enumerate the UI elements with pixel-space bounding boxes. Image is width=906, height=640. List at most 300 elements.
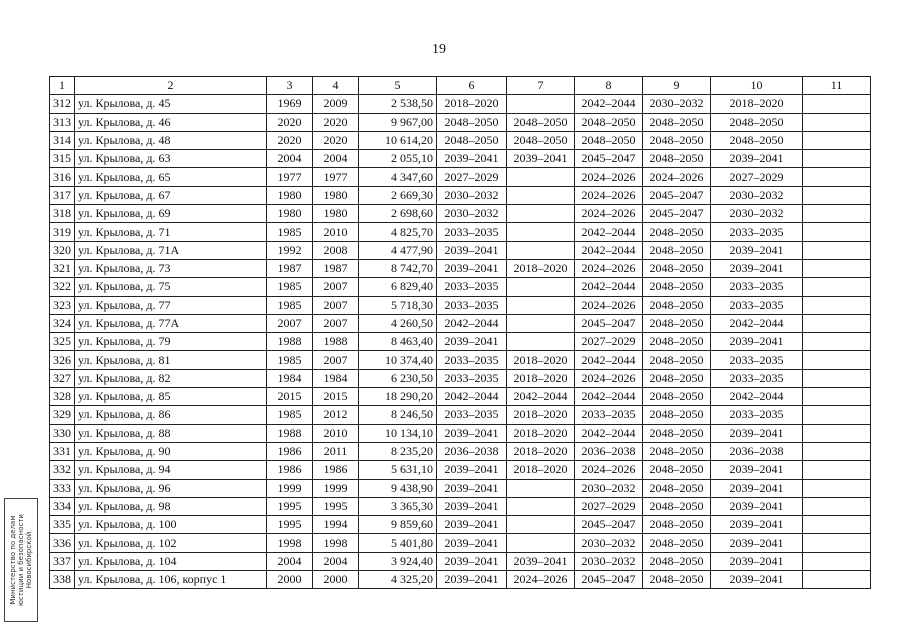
cell-notes <box>803 497 871 515</box>
cell-period-10: 2033–2035 <box>711 296 803 314</box>
cell-period-9: 2024–2026 <box>643 168 711 186</box>
cell-notes <box>803 461 871 479</box>
cell-period-9: 2048–2050 <box>643 333 711 351</box>
cell-period-10: 2042–2044 <box>711 388 803 406</box>
cell-period-8: 2024–2026 <box>575 461 643 479</box>
cell-reconstruction-year: 2000 <box>313 571 359 589</box>
cell-area: 5 401,80 <box>359 534 437 552</box>
cell-period-6: 2039–2041 <box>437 150 507 168</box>
stamp-line: юстиции и безопасности <box>17 514 26 606</box>
cell-notes <box>803 168 871 186</box>
cell-period-7 <box>507 186 575 204</box>
cell-notes <box>803 369 871 387</box>
cell-period-6: 2036–2038 <box>437 442 507 460</box>
cell-area: 4 825,70 <box>359 223 437 241</box>
cell-address: ул. Крылова, д. 71 <box>75 223 267 241</box>
cell-period-8: 2024–2026 <box>575 168 643 186</box>
cell-period-7: 2018–2020 <box>507 442 575 460</box>
cell-period-8: 2045–2047 <box>575 516 643 534</box>
cell-notes <box>803 388 871 406</box>
cell-build-year: 2004 <box>267 150 313 168</box>
cell-period-10: 2039–2041 <box>711 150 803 168</box>
cell-period-7 <box>507 223 575 241</box>
cell-notes <box>803 113 871 131</box>
cell-area: 2 698,60 <box>359 205 437 223</box>
cell-build-year: 2007 <box>267 314 313 332</box>
cell-row-number: 318 <box>50 205 75 223</box>
cell-period-9: 2048–2050 <box>643 534 711 552</box>
cell-address: ул. Крылова, д. 82 <box>75 369 267 387</box>
cell-reconstruction-year: 2020 <box>313 131 359 149</box>
cell-row-number: 330 <box>50 424 75 442</box>
table-row <box>50 333 871 351</box>
cell-period-8: 2045–2047 <box>575 571 643 589</box>
cell-notes <box>803 351 871 369</box>
cell-period-8: 2036–2038 <box>575 442 643 460</box>
stamp-line: Новосибирской <box>25 531 34 589</box>
cell-period-10: 2036–2038 <box>711 442 803 460</box>
table-row <box>50 95 871 113</box>
cell-build-year: 2004 <box>267 552 313 570</box>
cell-period-10: 2039–2041 <box>711 497 803 515</box>
cell-area: 6 230,50 <box>359 369 437 387</box>
cell-notes <box>803 278 871 296</box>
cell-period-7: 2018–2020 <box>507 424 575 442</box>
cell-build-year: 1998 <box>267 534 313 552</box>
cell-address: ул. Крылова, д. 77 <box>75 296 267 314</box>
cell-notes <box>803 516 871 534</box>
table-row <box>50 150 871 168</box>
cell-period-9: 2048–2050 <box>643 497 711 515</box>
table-row <box>50 278 871 296</box>
column-header-1: 1 <box>50 77 75 95</box>
cell-notes <box>803 406 871 424</box>
cell-period-8: 2048–2050 <box>575 131 643 149</box>
cell-notes <box>803 333 871 351</box>
cell-address: ул. Крылова, д. 96 <box>75 479 267 497</box>
cell-build-year: 1988 <box>267 424 313 442</box>
cell-period-9: 2048–2050 <box>643 388 711 406</box>
cell-build-year: 2020 <box>267 131 313 149</box>
cell-notes <box>803 259 871 277</box>
cell-period-10: 2033–2035 <box>711 369 803 387</box>
cell-period-6: 2033–2035 <box>437 278 507 296</box>
column-header-8: 8 <box>575 77 643 95</box>
cell-period-7: 2042–2044 <box>507 388 575 406</box>
cell-period-8: 2024–2026 <box>575 369 643 387</box>
cell-notes <box>803 95 871 113</box>
cell-build-year: 2000 <box>267 571 313 589</box>
table-header <box>50 77 871 95</box>
cell-period-9: 2048–2050 <box>643 369 711 387</box>
cell-address: ул. Крылова, д. 73 <box>75 259 267 277</box>
cell-row-number: 315 <box>50 150 75 168</box>
stamp-line: Министерство по делам <box>9 515 18 605</box>
cell-period-8: 2030–2032 <box>575 534 643 552</box>
cell-address: ул. Крылова, д. 46 <box>75 113 267 131</box>
cell-notes <box>803 296 871 314</box>
cell-period-8: 2024–2026 <box>575 186 643 204</box>
cell-build-year: 1985 <box>267 351 313 369</box>
cell-address: ул. Крылова, д. 77А <box>75 314 267 332</box>
cell-period-10: 2030–2032 <box>711 186 803 204</box>
cell-period-10: 2039–2041 <box>711 534 803 552</box>
table-row <box>50 571 871 589</box>
table-body <box>50 95 871 589</box>
cell-period-8: 2042–2044 <box>575 424 643 442</box>
cell-period-8: 2027–2029 <box>575 497 643 515</box>
cell-address: ул. Крылова, д. 106, корпус 1 <box>75 571 267 589</box>
cell-notes <box>803 314 871 332</box>
cell-period-7: 2018–2020 <box>507 406 575 424</box>
cell-row-number: 324 <box>50 314 75 332</box>
cell-period-7: 2018–2020 <box>507 461 575 479</box>
table-row <box>50 406 871 424</box>
cell-address: ул. Крылова, д. 63 <box>75 150 267 168</box>
cell-period-7: 2039–2041 <box>507 150 575 168</box>
cell-area: 8 235,20 <box>359 442 437 460</box>
table-row <box>50 131 871 149</box>
table-row <box>50 113 871 131</box>
cell-period-10: 2048–2050 <box>711 131 803 149</box>
cell-period-7 <box>507 168 575 186</box>
cell-build-year: 1999 <box>267 479 313 497</box>
page-number: 19 <box>432 42 446 57</box>
cell-period-9: 2048–2050 <box>643 241 711 259</box>
cell-period-6: 2042–2044 <box>437 388 507 406</box>
cell-notes <box>803 241 871 259</box>
cell-reconstruction-year: 2008 <box>313 241 359 259</box>
cell-period-10: 2027–2029 <box>711 168 803 186</box>
cell-period-7 <box>507 205 575 223</box>
cell-period-8: 2027–2029 <box>575 333 643 351</box>
cell-period-7: 2018–2020 <box>507 351 575 369</box>
cell-reconstruction-year: 2004 <box>313 552 359 570</box>
table-row <box>50 479 871 497</box>
cell-period-8: 2042–2044 <box>575 95 643 113</box>
cell-period-6: 2033–2035 <box>437 369 507 387</box>
cell-period-6: 2039–2041 <box>437 571 507 589</box>
cell-period-6: 2039–2041 <box>437 259 507 277</box>
cell-reconstruction-year: 2007 <box>313 296 359 314</box>
cell-address: ул. Крылова, д. 79 <box>75 333 267 351</box>
cell-period-6: 2030–2032 <box>437 205 507 223</box>
cell-period-6: 2027–2029 <box>437 168 507 186</box>
cell-row-number: 321 <box>50 259 75 277</box>
cell-period-7 <box>507 497 575 515</box>
cell-area: 8 742,70 <box>359 259 437 277</box>
cell-period-6: 2048–2050 <box>437 113 507 131</box>
cell-area: 10 134,10 <box>359 424 437 442</box>
cell-period-7 <box>507 95 575 113</box>
cell-notes <box>803 150 871 168</box>
cell-period-7: 2018–2020 <box>507 369 575 387</box>
cell-build-year: 1985 <box>267 223 313 241</box>
cell-row-number: 328 <box>50 388 75 406</box>
cell-period-10: 2048–2050 <box>711 113 803 131</box>
cell-period-6: 2039–2041 <box>437 516 507 534</box>
cell-period-6: 2039–2041 <box>437 241 507 259</box>
cell-row-number: 313 <box>50 113 75 131</box>
cell-build-year: 1985 <box>267 296 313 314</box>
cell-build-year: 2015 <box>267 388 313 406</box>
cell-row-number: 322 <box>50 278 75 296</box>
cell-area: 4 347,60 <box>359 168 437 186</box>
cell-notes <box>803 186 871 204</box>
cell-period-9: 2048–2050 <box>643 516 711 534</box>
cell-address: ул. Крылова, д. 69 <box>75 205 267 223</box>
cell-period-9: 2048–2050 <box>643 150 711 168</box>
cell-reconstruction-year: 2011 <box>313 442 359 460</box>
table-row <box>50 241 871 259</box>
cell-period-6: 2039–2041 <box>437 479 507 497</box>
cell-reconstruction-year: 2007 <box>313 351 359 369</box>
table-row <box>50 497 871 515</box>
cell-build-year: 1977 <box>267 168 313 186</box>
cell-reconstruction-year: 2020 <box>313 113 359 131</box>
cell-build-year: 1980 <box>267 205 313 223</box>
cell-period-7: 2048–2050 <box>507 131 575 149</box>
cell-period-8: 2042–2044 <box>575 278 643 296</box>
cell-period-6: 2039–2041 <box>437 424 507 442</box>
cell-period-6: 2039–2041 <box>437 333 507 351</box>
cell-build-year: 1984 <box>267 369 313 387</box>
cell-period-7: 2024–2026 <box>507 571 575 589</box>
cell-build-year: 1992 <box>267 241 313 259</box>
cell-period-10: 2039–2041 <box>711 479 803 497</box>
cell-build-year: 2020 <box>267 113 313 131</box>
cell-period-8: 2042–2044 <box>575 388 643 406</box>
cell-period-7: 2039–2041 <box>507 552 575 570</box>
cell-period-7 <box>507 479 575 497</box>
cell-period-9: 2048–2050 <box>643 351 711 369</box>
cell-period-9: 2045–2047 <box>643 205 711 223</box>
cell-area: 18 290,20 <box>359 388 437 406</box>
cell-notes <box>803 479 871 497</box>
cell-period-8: 2045–2047 <box>575 314 643 332</box>
table-row <box>50 461 871 479</box>
cell-period-8: 2024–2026 <box>575 259 643 277</box>
cell-period-9: 2048–2050 <box>643 479 711 497</box>
cell-address: ул. Крылова, д. 90 <box>75 442 267 460</box>
cell-reconstruction-year: 2004 <box>313 150 359 168</box>
cell-period-10: 2033–2035 <box>711 223 803 241</box>
cell-period-10: 2033–2035 <box>711 406 803 424</box>
cell-period-10: 2039–2041 <box>711 516 803 534</box>
header-row <box>50 77 871 95</box>
cell-address: ул. Крылова, д. 98 <box>75 497 267 515</box>
cell-row-number: 312 <box>50 95 75 113</box>
cell-address: ул. Крылова, д. 102 <box>75 534 267 552</box>
cell-period-9: 2045–2047 <box>643 186 711 204</box>
cell-period-8: 2045–2047 <box>575 150 643 168</box>
cell-period-8: 2042–2044 <box>575 351 643 369</box>
column-header-2: 2 <box>75 77 267 95</box>
table-row <box>50 552 871 570</box>
cell-period-10: 2039–2041 <box>711 241 803 259</box>
cell-row-number: 337 <box>50 552 75 570</box>
cell-period-9: 2048–2050 <box>643 552 711 570</box>
column-header-6: 6 <box>437 77 507 95</box>
cell-period-8: 2030–2032 <box>575 552 643 570</box>
cell-address: ул. Крылова, д. 75 <box>75 278 267 296</box>
cell-period-7 <box>507 534 575 552</box>
cell-build-year: 1988 <box>267 333 313 351</box>
table-row <box>50 259 871 277</box>
column-header-3: 3 <box>267 77 313 95</box>
cell-reconstruction-year: 1986 <box>313 461 359 479</box>
cell-period-8: 2042–2044 <box>575 223 643 241</box>
cell-area: 8 463,40 <box>359 333 437 351</box>
cell-area: 5 718,30 <box>359 296 437 314</box>
cell-address: ул. Крылова, д. 100 <box>75 516 267 534</box>
cell-build-year: 1980 <box>267 186 313 204</box>
cell-reconstruction-year: 1995 <box>313 497 359 515</box>
cell-build-year: 1986 <box>267 461 313 479</box>
cell-address: ул. Крылова, д. 65 <box>75 168 267 186</box>
cell-address: ул. Крылова, д. 48 <box>75 131 267 149</box>
cell-row-number: 314 <box>50 131 75 149</box>
cell-period-10: 2033–2035 <box>711 351 803 369</box>
cell-period-9: 2030–2032 <box>643 95 711 113</box>
cell-reconstruction-year: 1987 <box>313 259 359 277</box>
cell-row-number: 319 <box>50 223 75 241</box>
table-row <box>50 442 871 460</box>
column-header-7: 7 <box>507 77 575 95</box>
cell-period-6: 2039–2041 <box>437 497 507 515</box>
cell-notes <box>803 223 871 241</box>
stamp-text <box>9 514 33 606</box>
cell-area: 5 631,10 <box>359 461 437 479</box>
cell-period-8: 2024–2026 <box>575 205 643 223</box>
cell-period-8: 2030–2032 <box>575 479 643 497</box>
table-row <box>50 534 871 552</box>
cell-period-9: 2048–2050 <box>643 442 711 460</box>
cell-area: 8 246,50 <box>359 406 437 424</box>
cell-reconstruction-year: 1998 <box>313 534 359 552</box>
cell-period-7 <box>507 314 575 332</box>
cell-period-9: 2048–2050 <box>643 131 711 149</box>
cell-period-9: 2048–2050 <box>643 259 711 277</box>
cell-period-9: 2048–2050 <box>643 278 711 296</box>
cell-reconstruction-year: 1984 <box>313 369 359 387</box>
column-header-5: 5 <box>359 77 437 95</box>
cell-row-number: 323 <box>50 296 75 314</box>
cell-area: 3 924,40 <box>359 552 437 570</box>
cell-address: ул. Крылова, д. 86 <box>75 406 267 424</box>
cell-reconstruction-year: 1988 <box>313 333 359 351</box>
cell-period-6: 2042–2044 <box>437 314 507 332</box>
cell-period-7 <box>507 333 575 351</box>
cell-period-7: 2018–2020 <box>507 259 575 277</box>
cell-period-6: 2030–2032 <box>437 186 507 204</box>
cell-period-6: 2039–2041 <box>437 552 507 570</box>
cell-build-year: 1985 <box>267 406 313 424</box>
cell-period-9: 2048–2050 <box>643 113 711 131</box>
cell-address: ул. Крылова, д. 94 <box>75 461 267 479</box>
cell-row-number: 335 <box>50 516 75 534</box>
cell-notes <box>803 131 871 149</box>
cell-row-number: 327 <box>50 369 75 387</box>
cell-reconstruction-year: 2015 <box>313 388 359 406</box>
cell-period-9: 2048–2050 <box>643 296 711 314</box>
cell-period-10: 2039–2041 <box>711 461 803 479</box>
table-row <box>50 223 871 241</box>
cell-reconstruction-year: 2007 <box>313 278 359 296</box>
cell-row-number: 316 <box>50 168 75 186</box>
cell-period-6: 2048–2050 <box>437 131 507 149</box>
cell-period-6: 2039–2041 <box>437 534 507 552</box>
cell-row-number: 334 <box>50 497 75 515</box>
cell-build-year: 1969 <box>267 95 313 113</box>
cell-row-number: 320 <box>50 241 75 259</box>
cell-reconstruction-year: 2009 <box>313 95 359 113</box>
cell-reconstruction-year: 2012 <box>313 406 359 424</box>
table-row <box>50 314 871 332</box>
cell-period-10: 2030–2032 <box>711 205 803 223</box>
cell-reconstruction-year: 1977 <box>313 168 359 186</box>
cell-address: ул. Крылова, д. 85 <box>75 388 267 406</box>
cell-reconstruction-year: 2010 <box>313 223 359 241</box>
cell-period-10: 2042–2044 <box>711 314 803 332</box>
cell-area: 2 538,50 <box>359 95 437 113</box>
cell-reconstruction-year: 2010 <box>313 424 359 442</box>
cell-area: 4 260,50 <box>359 314 437 332</box>
cell-row-number: 329 <box>50 406 75 424</box>
table-row <box>50 351 871 369</box>
cell-period-7 <box>507 278 575 296</box>
cell-row-number: 332 <box>50 461 75 479</box>
cell-row-number: 333 <box>50 479 75 497</box>
cell-build-year: 1995 <box>267 516 313 534</box>
cell-notes <box>803 552 871 570</box>
cell-address: ул. Крылова, д. 104 <box>75 552 267 570</box>
cell-period-10: 2039–2041 <box>711 571 803 589</box>
cell-area: 10 614,20 <box>359 131 437 149</box>
cell-address: ул. Крылова, д. 45 <box>75 95 267 113</box>
cell-row-number: 317 <box>50 186 75 204</box>
cell-build-year: 1986 <box>267 442 313 460</box>
cell-area: 2 669,30 <box>359 186 437 204</box>
cell-row-number: 325 <box>50 333 75 351</box>
cell-area: 3 365,30 <box>359 497 437 515</box>
cell-period-9: 2048–2050 <box>643 223 711 241</box>
cell-period-9: 2048–2050 <box>643 424 711 442</box>
cell-area: 6 829,40 <box>359 278 437 296</box>
cell-period-6: 2033–2035 <box>437 223 507 241</box>
cell-notes <box>803 534 871 552</box>
cell-period-6: 2033–2035 <box>437 351 507 369</box>
cell-period-9: 2048–2050 <box>643 406 711 424</box>
table-row <box>50 388 871 406</box>
column-header-11: 11 <box>803 77 871 95</box>
cell-row-number: 336 <box>50 534 75 552</box>
cell-period-10: 2039–2041 <box>711 259 803 277</box>
cell-period-9: 2048–2050 <box>643 461 711 479</box>
column-header-9: 9 <box>643 77 711 95</box>
cell-build-year: 1987 <box>267 259 313 277</box>
cell-reconstruction-year: 2007 <box>313 314 359 332</box>
cell-period-7 <box>507 516 575 534</box>
cell-reconstruction-year: 1980 <box>313 205 359 223</box>
cell-period-9: 2048–2050 <box>643 571 711 589</box>
table-row <box>50 205 871 223</box>
cell-address: ул. Крылова, д. 88 <box>75 424 267 442</box>
cell-area: 10 374,40 <box>359 351 437 369</box>
cell-period-6: 2033–2035 <box>437 296 507 314</box>
cell-row-number: 331 <box>50 442 75 460</box>
registration-stamp <box>4 498 38 622</box>
